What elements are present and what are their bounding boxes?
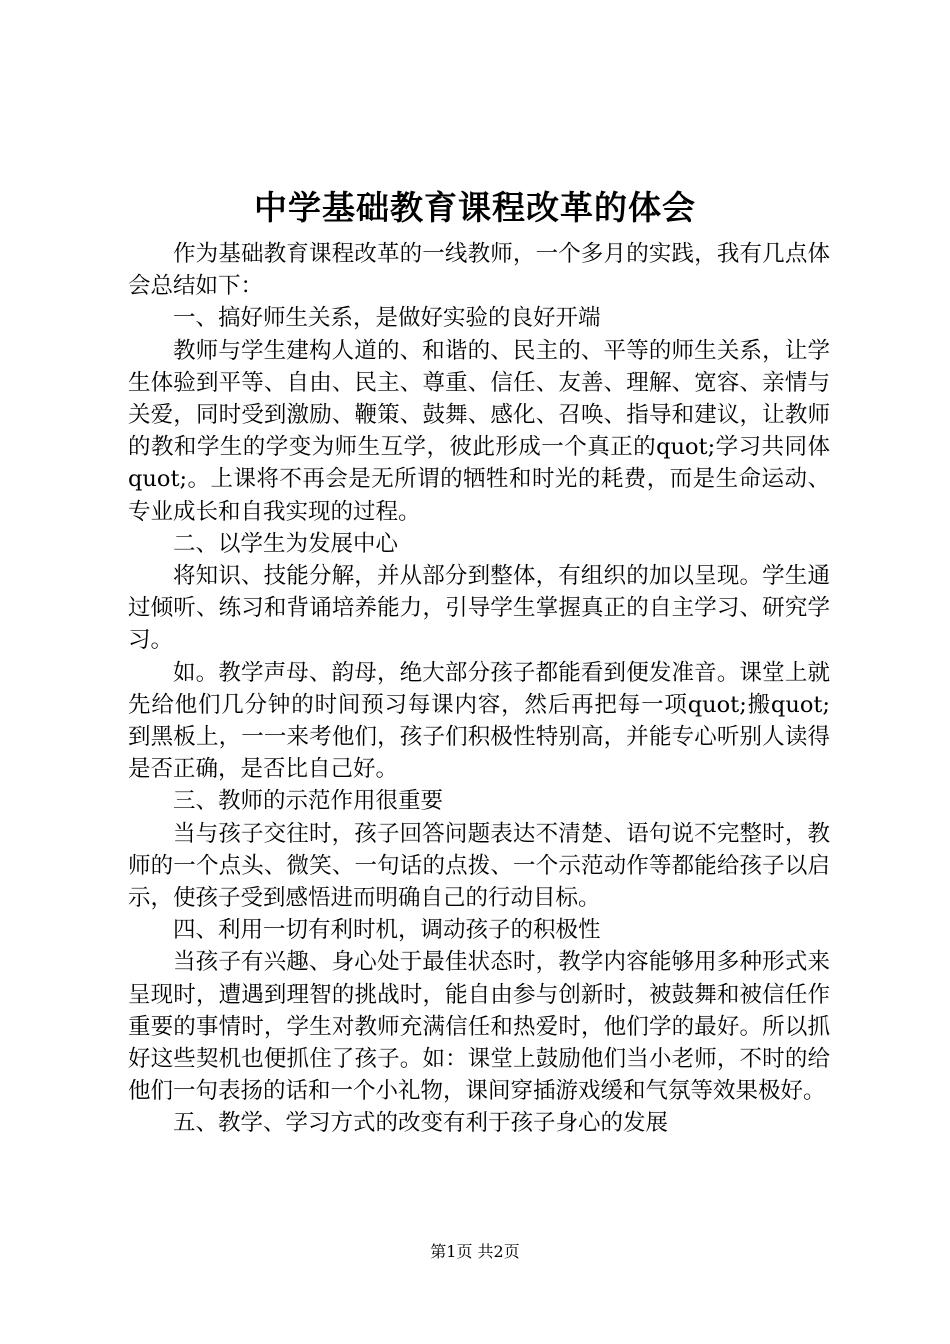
section-paragraph-1: 教师与学生建构人道的、和谐的、民主的、平等的师生关系，让学生体验到平等、自由、民主、尊重、信任、友善、理解、宽容、亲情与关爱，同时受到激励、鞭策、鼓舞、感化、召唤、指导和建议，让教师的教和学生的学变为师生互学，彼此形成一个真正的quot;学习共同体quot;。上课将不再会是无所谓的牺牲和时光的耗费，而是生命运动、专业成长和自我实现的过程。: [128, 337, 830, 525]
section-heading-4: 四、利用一切有利时机，调动孩子的积极性: [173, 917, 601, 944]
document-title: 中学基础教育课程改革的体会: [254, 188, 696, 227]
section-heading-1: 一、搞好师生关系，是做好实验的良好开端: [173, 305, 601, 332]
section-paragraph-4: 当孩子有兴趣、身心处于最佳状态时，教学内容能够用多种形式来呈现时，遭遇到理智的挑战时，能自由参与创新时，被鼓舞和被信任作重要的事情时，学生对教师充满信任和热爱时，他们学的最好。所以抓好这些契机也便抓住了孩子。如：课堂上鼓励他们当小老师，不时的给他们一句表扬的话和一个小礼物，课间穿插游戏缓和气氛等效果极好。: [128, 949, 830, 1105]
section-heading-2: 二、以学生为发展中心: [173, 530, 399, 557]
document-body: [128, 238, 830, 1140]
section-paragraph-2b: 如。教学声母、韵母，绝大部分孩子都能看到便发准音。课堂上就先给他们几分钟的时间预习每课内容，然后再把每一项quot;搬quot;到黑板上，一一来考他们，孩子们积极性特别高，并能专心听别人读得是否正确，是否比自己好。: [128, 659, 830, 783]
page-footer: 第1页 共2页: [430, 1242, 520, 1261]
section-heading-5: 五、教学、学习方式的改变有利于孩子身心的发展: [173, 1110, 669, 1137]
section-paragraph-3: 当与孩子交往时，孩子回答问题表达不清楚、语句说不完整时，教师的一个点头、微笑、一句话的点拨、一个示范动作等都能给孩子以启示，使孩子受到感悟进而明确自己的行动目标。: [128, 820, 830, 912]
intro-paragraph: 作为基础教育课程改革的一线教师，一个多月的实践，我有几点体会总结如下：: [128, 241, 830, 300]
section-paragraph-2a: 将知识、技能分解，并从部分到整体，有组织的加以呈现。学生通过倾听、练习和背诵培养能力，引导学生掌握真正的自主学习、研究学习。: [128, 563, 830, 654]
section-heading-3: 三、教师的示范作用很重要: [173, 788, 444, 815]
